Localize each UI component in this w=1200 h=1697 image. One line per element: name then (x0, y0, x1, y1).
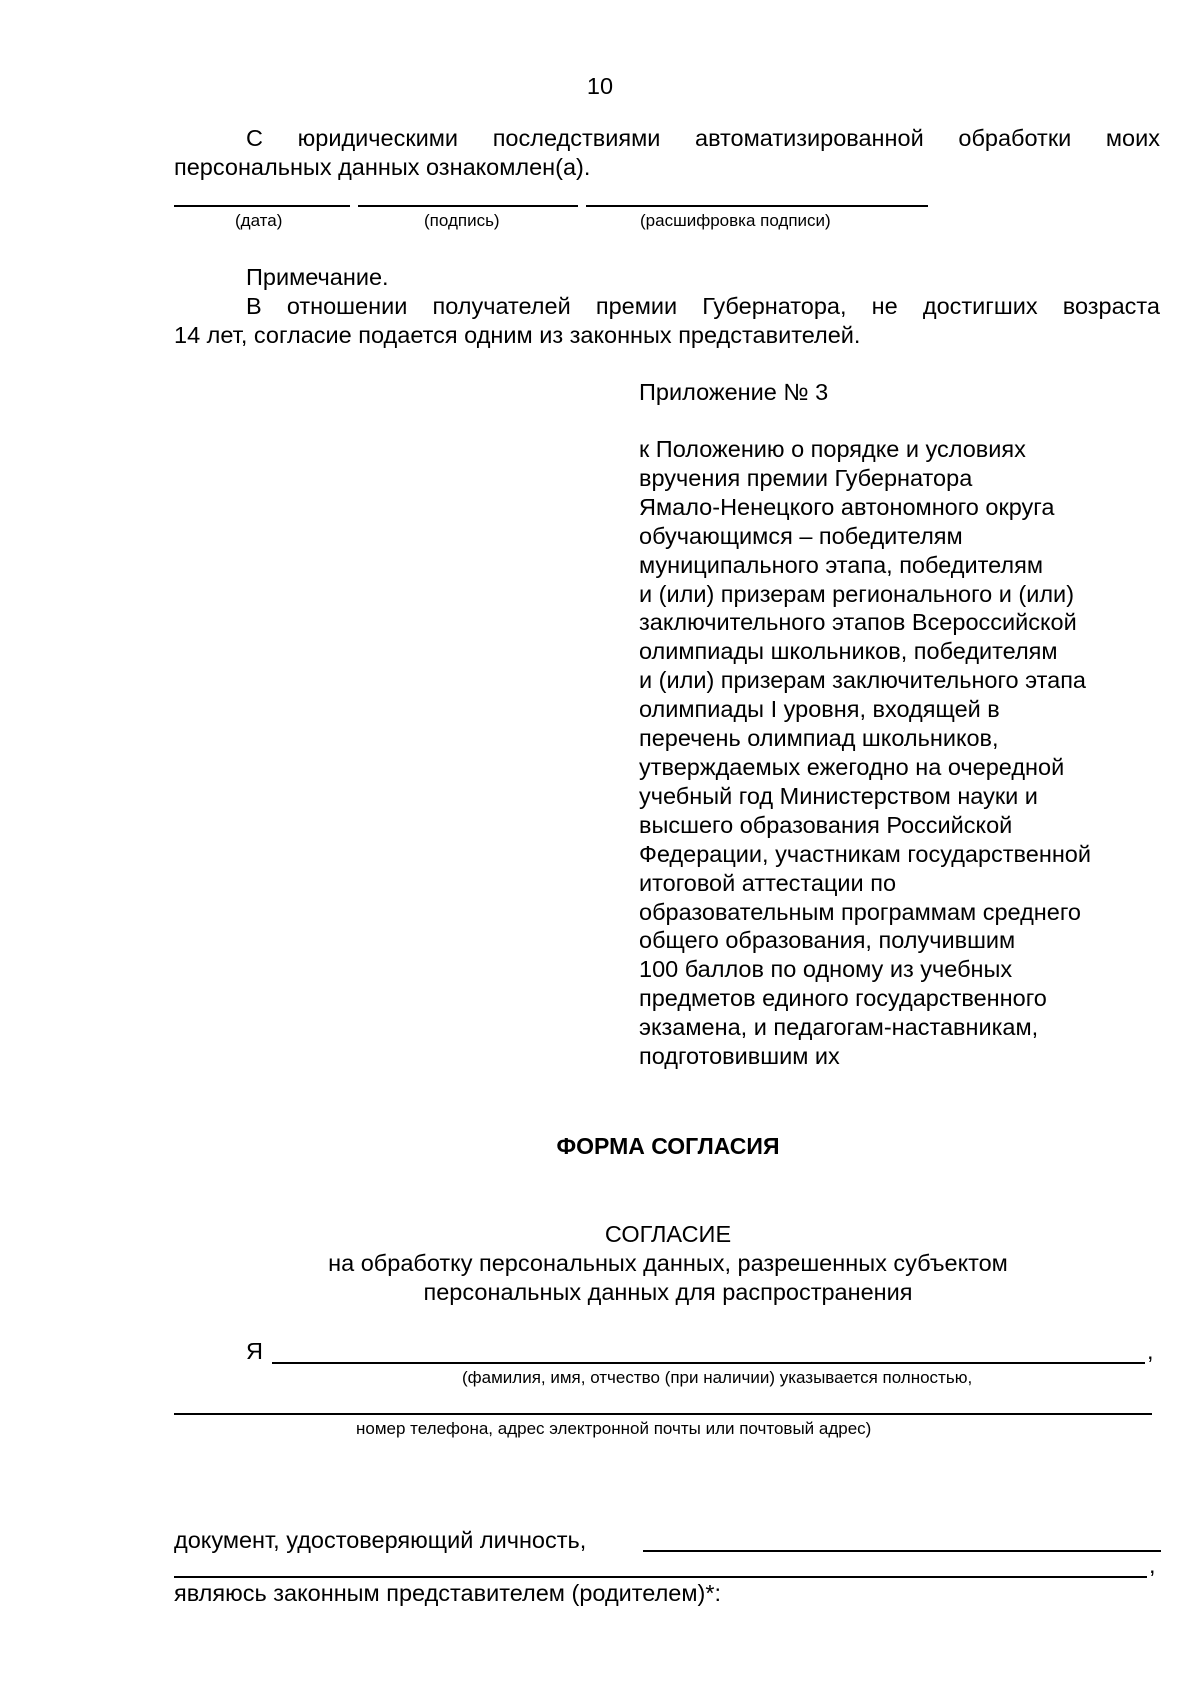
appendix-line: к Положению о порядке и условиях (639, 436, 1026, 462)
appendix-line: Федерации, участникам государственной (639, 840, 1091, 867)
appendix-line: подготовившим их (639, 1043, 840, 1070)
appendix-line: экзамена, и педагогам-наставникам, (639, 1014, 1039, 1041)
signature-decode-line (586, 205, 928, 207)
id-document-label: документ, удостоверяющий личность, (174, 1527, 587, 1553)
note-line-1: В отношении получателей премии Губернатора, не достигших возраста (246, 293, 1160, 319)
fio-caption: (фамилия, имя, отчество (при наличии) указывается полностью, (462, 1368, 973, 1387)
page-number: 10 (586, 73, 614, 99)
appendix-line: олимпиады I уровня, входящей в (639, 696, 1000, 723)
ya-label: Я (246, 1338, 263, 1364)
appendix-line: предметов единого государственного (639, 985, 1047, 1012)
fio-comma: , (1147, 1338, 1154, 1364)
appendix-line: 100 баллов по одному из учебных (639, 956, 1013, 983)
consent-subtitle-2: персональных данных для распространения (423, 1279, 913, 1305)
appendix-line: образовательным программам среднего (639, 898, 1081, 925)
fio-input-line[interactable] (272, 1362, 1145, 1364)
appendix-reference (639, 435, 1091, 1071)
signature-decode-caption: (расшифровка подписи) (640, 211, 831, 230)
appendix-line: утверждаемых ежегодно на очередной (639, 753, 1065, 780)
consent-subtitle-1: на обработку персональных данных, разрешенных субъектом (328, 1250, 1008, 1276)
intro-line-2: персональных данных ознакомлен(а). (174, 154, 591, 180)
appendix-line: высшего образования Российской (639, 811, 1013, 838)
appendix-title: Приложение № 3 (639, 379, 829, 405)
id-document-input-line-2[interactable] (174, 1576, 1147, 1578)
appendix-line: Ямало-Ненецкого автономного округа (639, 493, 1055, 520)
appendix-line: и (или) призерам регионального и (или) (639, 580, 1075, 607)
contact-caption: номер телефона, адрес электронной почты или почтовый адрес) (356, 1419, 872, 1438)
appendix-line: заключительного этапов Всероссийской (639, 609, 1077, 636)
appendix-line: учебный год Министерством науки и (639, 782, 1038, 809)
consent-heading: СОГЛАСИЕ (604, 1221, 732, 1247)
appendix-line: обучающимся – победителям (639, 522, 963, 549)
appendix-line: олимпиады школьников, победителям (639, 638, 1058, 665)
signature-caption: (подпись) (424, 211, 500, 230)
form-title: ФОРМА СОГЛАСИЯ (556, 1133, 780, 1159)
id-document-comma: , (1149, 1552, 1156, 1578)
date-line (174, 205, 350, 207)
appendix-line: и (или) призерам заключительного этапа (639, 667, 1086, 694)
appendix-line: итоговой аттестации по (639, 869, 897, 896)
appendix-line: перечень олимпиад школьников, (639, 725, 999, 752)
note-title: Примечание. (246, 264, 389, 290)
id-document-input-line[interactable] (643, 1550, 1161, 1552)
note-line-2: 14 лет, согласие подается одним из законных представителей. (174, 322, 861, 348)
appendix-line: муниципального этапа, победителям (639, 551, 1043, 578)
date-caption: (дата) (235, 211, 283, 230)
signature-line (358, 205, 578, 207)
appendix-line: общего образования, получившим (639, 927, 1016, 954)
representative-label: являюсь законным представителем (родителем)*: (174, 1580, 722, 1606)
intro-line-1: С юридическими последствиями автоматизированной обработки моих (246, 125, 1160, 151)
appendix-line: вручения премии Губернатора (639, 464, 973, 491)
contact-input-line[interactable] (174, 1413, 1152, 1415)
